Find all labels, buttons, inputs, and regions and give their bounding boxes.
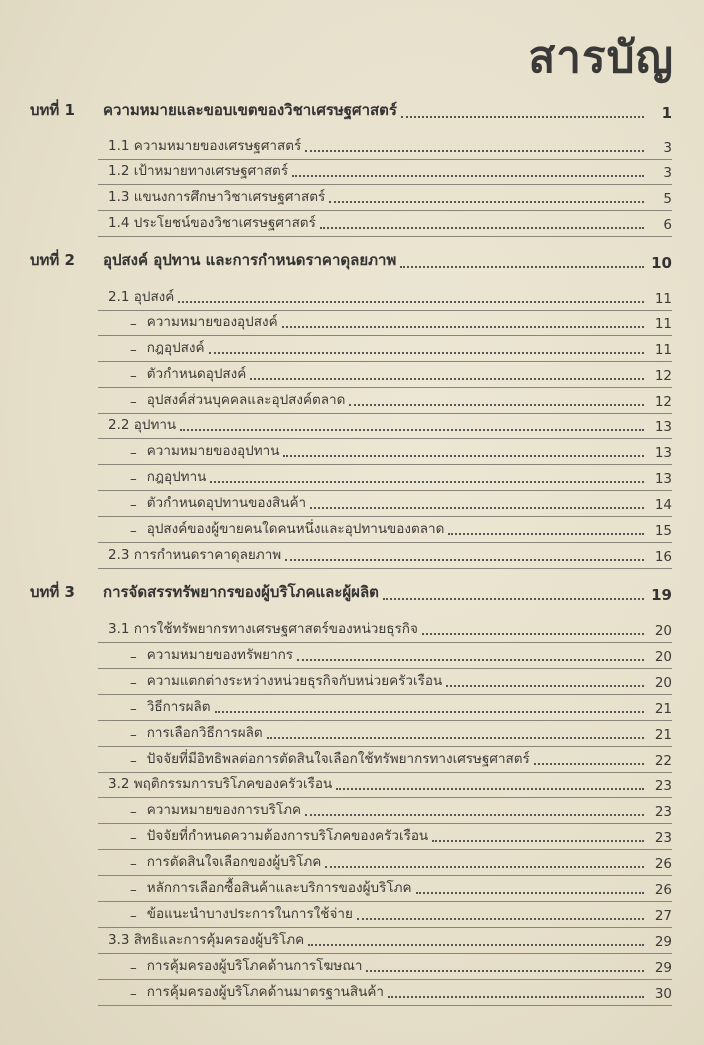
toc-entry-title: ความหมายของการบริโภค: [146, 802, 302, 818]
page-number: 23: [654, 830, 672, 846]
dot-leader: [446, 685, 644, 687]
page-number: 1: [661, 104, 672, 122]
toc-entry: [130, 824, 672, 846]
dash-bullet: –: [130, 908, 137, 924]
toc-subsection-row: [0, 981, 704, 1003]
page-number: 5: [663, 191, 672, 207]
toc-entry: [108, 159, 672, 181]
toc-entry-title: 3.3 สิทธิและการคุ้มครองผู้บริโภค: [108, 932, 305, 948]
toc-subsection-row: [0, 440, 704, 462]
toc-entry: [108, 185, 672, 207]
toc-subsection-row: [0, 799, 704, 821]
toc-subsection-row: [0, 389, 704, 411]
toc-entry: [108, 134, 672, 156]
dot-leader: [416, 892, 644, 894]
toc-entry: [130, 876, 672, 898]
page-number: 13: [654, 419, 672, 435]
toc-entry-title: 3.2 พฤติกรรมการบริโภคของครัวเรือน: [108, 776, 333, 792]
toc-entry: [103, 98, 672, 122]
dot-leader: [305, 150, 644, 152]
toc-entry-title: กฎอุปทาน: [146, 469, 207, 485]
dot-leader: [297, 659, 644, 661]
dash-bullet: –: [130, 701, 137, 717]
toc-entry-title: ความหมายของทรัพยากร: [146, 647, 294, 663]
page-number: 10: [651, 254, 672, 272]
toc-entry-title: 2.3 การกำหนดราคาดุลยภาพ: [108, 547, 282, 563]
page-number: 21: [654, 701, 672, 717]
toc-entry-title: ความหมายของอุปสงค์: [146, 314, 278, 330]
toc-section-row: [0, 618, 704, 640]
toc-subsection-row: [0, 722, 704, 744]
toc-entry: [130, 954, 672, 976]
toc-entry-title: 1.1 ความหมายของเศรษฐศาสตร์: [108, 138, 302, 154]
dash-bullet: –: [130, 727, 137, 743]
dash-bullet: –: [130, 986, 137, 1002]
toc-section-row: [0, 544, 704, 566]
toc-entry-title: 2.1 อุปสงค์: [108, 289, 175, 305]
dash-bullet: –: [130, 342, 137, 358]
page-number: 11: [654, 291, 672, 307]
dot-leader: [422, 633, 644, 635]
toc-entry: [108, 772, 672, 794]
toc-entry: [130, 798, 672, 820]
page-number: 26: [654, 856, 672, 872]
toc-entry: [130, 643, 672, 665]
dot-leader: [210, 481, 644, 483]
toc-entry-title: อุปสงค์ของผู้ขายคนใดคนหนึ่งและอุปทานของตลาด: [146, 521, 445, 537]
toc-entry: [130, 491, 672, 513]
toc-entry-title: ปัจจัยที่กำหนดความต้องการบริโภคของครัวเรือน: [146, 828, 429, 844]
toc-entry: [130, 669, 672, 691]
dash-bullet: –: [130, 523, 137, 539]
dash-bullet: –: [130, 445, 137, 461]
toc-section-row: [0, 286, 704, 308]
dot-leader: [383, 598, 644, 600]
toc-entry: [108, 928, 672, 950]
dash-bullet: –: [130, 471, 137, 487]
dot-leader: [401, 116, 644, 118]
toc-entry: [130, 388, 672, 410]
toc-entry-title: วิธีการผลิต: [146, 699, 211, 715]
toc-entry: [103, 580, 672, 604]
toc-entry-title: 1.2 เป้าหมายทางเศรษฐศาสตร์: [108, 163, 289, 179]
toc-chapter-row: [0, 101, 704, 123]
toc-subsection-row: [0, 748, 704, 770]
dot-leader: [325, 866, 644, 868]
dash-bullet: –: [130, 316, 137, 332]
dot-leader: [400, 266, 644, 268]
toc-entry-title: หลักการเลือกซื้อสินค้าและบริการของผู้บริโภค: [146, 880, 412, 896]
dot-leader: [250, 378, 644, 380]
toc-chapter-row: [0, 251, 704, 273]
toc-entry: [103, 248, 672, 272]
chapter-number: บทที่ 3: [30, 583, 75, 601]
row-divider: [98, 568, 672, 569]
toc-entry-title: กฎอุปสงค์: [146, 340, 205, 356]
toc-section-row: [0, 929, 704, 951]
toc-entry-title: ความแตกต่างระหว่างหน่วยธุรกิจกับหน่วยครัวเรือน: [146, 673, 443, 689]
dot-leader: [320, 227, 644, 229]
toc-entry-title: ตัวกำหนดอุปสงค์: [146, 366, 247, 382]
dash-bullet: –: [130, 830, 137, 846]
page-number: 21: [654, 727, 672, 743]
dot-leader: [329, 201, 644, 203]
page-number: 3: [663, 165, 672, 181]
toc-subsection-row: [0, 903, 704, 925]
toc-section-row: [0, 160, 704, 182]
toc-entry-title: 3.1 การใช้ทรัพยากรทางเศรษฐศาสตร์ของหน่วยธุรกิจ: [108, 621, 418, 637]
dash-bullet: –: [130, 882, 137, 898]
toc-entry: [130, 465, 672, 487]
toc-entry-title: ปัจจัยที่มีอิทธิพลต่อการตัดสินใจเลือกใช้ทรัพยากรทางเศรษฐศาสตร์: [146, 751, 530, 767]
dot-leader: [215, 711, 644, 713]
toc-entry: [108, 413, 672, 435]
toc-entry: [130, 695, 672, 717]
page-number: 20: [654, 623, 672, 639]
page-number: 13: [654, 471, 672, 487]
toc-subsection-row: [0, 466, 704, 488]
dash-bullet: –: [130, 960, 137, 976]
dot-leader: [349, 404, 644, 406]
toc-entry: [130, 310, 672, 332]
page-number: 20: [654, 675, 672, 691]
toc-entry-title: 1.4 ประโยชน์ของวิชาเศรษฐศาสตร์: [108, 215, 316, 231]
dot-leader: [283, 455, 644, 457]
dash-bullet: –: [130, 497, 137, 513]
page-number: 12: [654, 394, 672, 410]
toc-entry-title: ข้อแนะนำบางประการในการใช้จ่าย: [146, 906, 353, 922]
toc-entry-title: การคุ้มครองผู้บริโภคด้านมาตรฐานสินค้า: [146, 984, 384, 1000]
toc-entry-title: ตัวกำหนดอุปทานของสินค้า: [146, 495, 307, 511]
dot-leader: [310, 507, 644, 509]
row-divider: [98, 236, 672, 237]
toc-entry-title: การจัดสรรทรัพยากรของผู้บริโภคและผู้ผลิต: [103, 583, 379, 601]
toc-entry-title: ความหมายของอุปทาน: [146, 443, 280, 459]
toc-entry: [130, 517, 672, 539]
toc-section-row: [0, 414, 704, 436]
toc-entry: [108, 543, 672, 565]
dot-leader: [178, 301, 644, 303]
dot-leader: [305, 814, 644, 816]
dash-bullet: –: [130, 804, 137, 820]
dot-leader: [282, 326, 644, 328]
page-number: 23: [654, 778, 672, 794]
dot-leader: [180, 429, 644, 431]
page-number: 22: [654, 753, 672, 769]
page-number: 27: [654, 908, 672, 924]
toc-subsection-row: [0, 670, 704, 692]
page-number: 29: [654, 960, 672, 976]
page-number: 30: [654, 986, 672, 1002]
toc-subsection-row: [0, 492, 704, 514]
toc-entry-title: 1.3 แขนงการศึกษาวิชาเศรษฐศาสตร์: [108, 189, 326, 205]
dot-leader: [357, 918, 644, 920]
page-number: 23: [654, 804, 672, 820]
toc-entry-title: 2.2 อุปทาน: [108, 417, 177, 433]
dot-leader: [285, 559, 644, 561]
dash-bullet: –: [130, 675, 137, 691]
dot-leader: [209, 352, 644, 354]
toc-subsection-row: [0, 955, 704, 977]
dot-leader: [308, 944, 644, 946]
toc-subsection-row: [0, 877, 704, 899]
dot-leader: [267, 737, 644, 739]
toc-entry-title: การคุ้มครองผู้บริโภคด้านการโฆษณา: [146, 958, 363, 974]
toc-entry: [130, 902, 672, 924]
toc-entry-title: อุปสงค์ อุปทาน และการกำหนดราคาดุลยภาพ: [103, 251, 397, 269]
toc-entry-title: การตัดสินใจเลือกของผู้บริโภค: [146, 854, 322, 870]
toc-section-row: [0, 186, 704, 208]
toc-entry: [130, 980, 672, 1002]
toc-entry: [130, 336, 672, 358]
page-title: สารบัญ: [528, 32, 674, 83]
toc-subsection-row: [0, 825, 704, 847]
toc-section-row: [0, 135, 704, 157]
toc-section-row: [0, 212, 704, 234]
page-number: 13: [654, 445, 672, 461]
page-number: 12: [654, 368, 672, 384]
chapter-number: บทที่ 2: [30, 251, 75, 269]
dot-leader: [388, 996, 644, 998]
toc-subsection-row: [0, 696, 704, 718]
page-number: 3: [663, 140, 672, 156]
dot-leader: [534, 763, 644, 765]
toc-entry-title: อุปสงค์ส่วนบุคคลและอุปสงค์ตลาด: [146, 392, 346, 408]
toc-chapter-row: [0, 583, 704, 605]
page-number: 29: [654, 934, 672, 950]
toc-subsection-row: [0, 851, 704, 873]
toc-section-row: [0, 773, 704, 795]
page-number: 15: [654, 523, 672, 539]
toc-entry: [130, 747, 672, 769]
page-number: 16: [654, 549, 672, 565]
chapter-number: บทที่ 1: [30, 101, 75, 119]
page-number: 6: [663, 217, 672, 233]
dot-leader: [366, 970, 644, 972]
toc-entry: [108, 617, 672, 639]
dash-bullet: –: [130, 856, 137, 872]
toc-subsection-row: [0, 644, 704, 666]
toc-subsection-row: [0, 363, 704, 385]
toc-entry: [130, 721, 672, 743]
page-number: 11: [654, 342, 672, 358]
toc-entry: [108, 285, 672, 307]
page-number: 11: [654, 316, 672, 332]
toc-subsection-row: [0, 311, 704, 333]
dot-leader: [336, 788, 644, 790]
toc-entry-title: การเลือกวิธีการผลิต: [146, 725, 263, 741]
dot-leader: [292, 175, 644, 177]
toc-subsection-row: [0, 518, 704, 540]
page-number: 14: [654, 497, 672, 513]
dash-bullet: –: [130, 753, 137, 769]
dash-bullet: –: [130, 649, 137, 665]
page-number: 20: [654, 649, 672, 665]
toc-entry: [108, 211, 672, 233]
toc-entry: [130, 439, 672, 461]
row-divider: [98, 1005, 672, 1006]
dot-leader: [448, 533, 644, 535]
page-number: 19: [651, 586, 672, 604]
toc-subsection-row: [0, 337, 704, 359]
dot-leader: [432, 840, 644, 842]
dash-bullet: –: [130, 394, 137, 410]
page-number: 26: [654, 882, 672, 898]
toc-entry: [130, 850, 672, 872]
toc-entry-title: ความหมายและขอบเขตของวิชาเศรษฐศาสตร์: [103, 101, 397, 119]
dash-bullet: –: [130, 368, 137, 384]
toc-entry: [130, 362, 672, 384]
